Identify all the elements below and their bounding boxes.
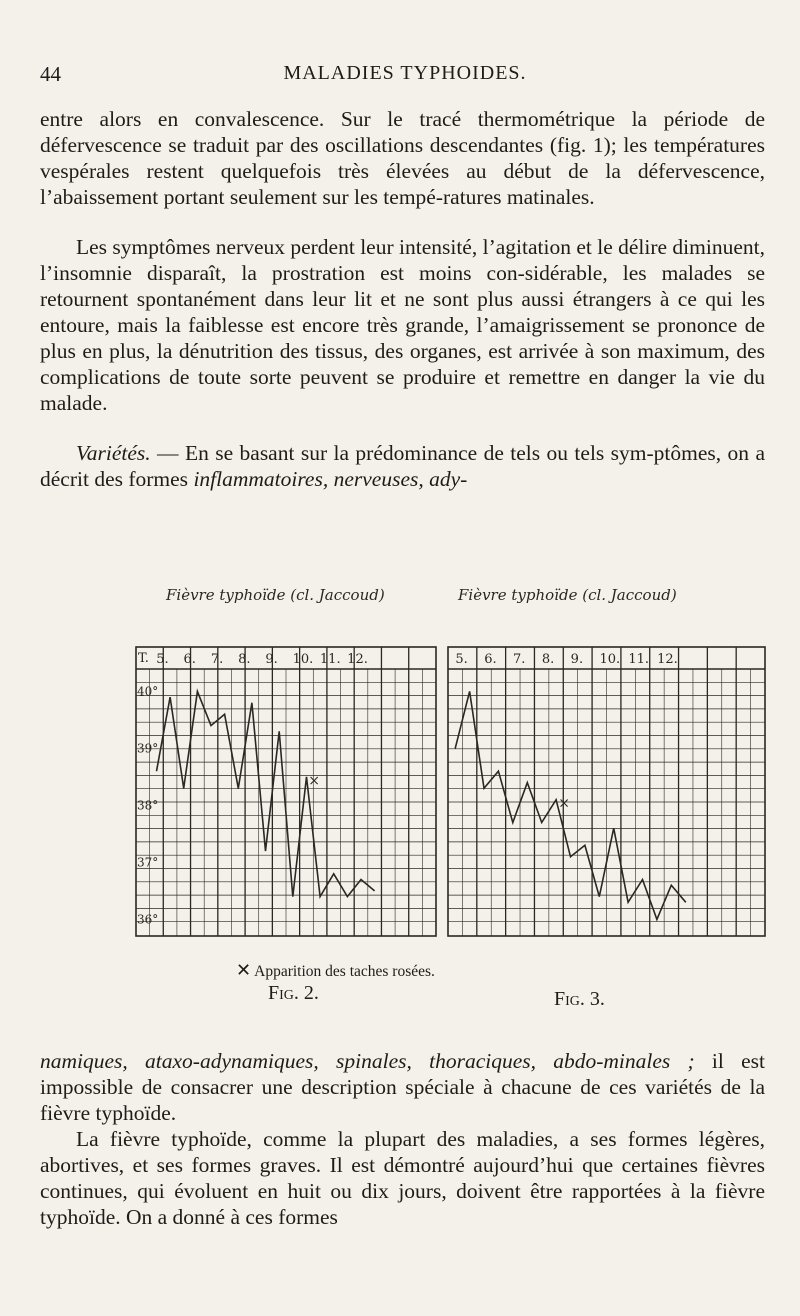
fig2-spots-marker: × [308,772,321,789]
fig3-day-label: 12. [657,652,678,667]
fig-3-chart [448,586,765,936]
fig2-day-label: 9. [265,652,278,667]
fig2-title: Fièvre typhoïde (cl. Jaccoud) [166,586,385,604]
fig-2-label: Fig. 2. [268,982,319,1004]
paragraph-nervous-symptoms: Les symptômes nerveux perdent leur intensité, l’agitation et le délire diminuent, l’insomnie disparaît, la prostration est moins con-sidérable, les malades se retournent spontanément dans leur lit et ne sont plus aussi étrangers à ce qui les entoure, mais la faiblesse est encore très grande, l’amaigrissement se prononce de plus en plus, la dénutrition des tissus, des organes, est arrivée à son maximum, des complications de toute sorte peuvent se produire et remettre en danger la vie du malade. [40,235,765,415]
fig2-t-label: T. [138,651,149,666]
paragraph-forms: namiques, ataxo-adynamiques, spinales, thoraciques, abdo-minales ; il est impossible de consacrer une description spéciale à chacune de ces variétés de la fièvre typhoïde. [40,1049,765,1125]
fig2-temp-label: 38° [137,798,159,813]
paragraph-varieties: Variétés. — En se basant sur la prédominance de tels ou tels sym-ptômes, on a décrit des formes inflammatoires, nerveuses, ady- [40,441,765,491]
fig3-day-label: 11. [628,652,650,667]
fig2-temp-label: 37° [137,855,159,870]
fig3-day-label: 5. [455,652,468,667]
fig2-temp-label: 36° [137,912,159,927]
fig-3-label: Fig. 3. [554,988,605,1010]
fig2-day-label: 10. [292,652,314,667]
varieties-heading: Variétés. [76,441,151,465]
page-number: 44 [40,62,61,86]
fig2-day-label: 8. [238,652,251,667]
legend-caption: ✕ Apparition des taches rosées. [236,960,435,980]
fig2-day-label: 5. [156,652,169,667]
fig2-day-label: 12. [347,652,368,667]
fig3-temperature-curve [455,691,686,919]
fig-2-chart [136,586,436,936]
fig3-day-label: 6. [484,652,497,667]
fig3-day-label: 8. [541,652,555,667]
fig2-day-label: 7. [210,652,224,667]
fig3-day-label: 7. [513,652,526,667]
fig2-day-label: 6. [183,652,196,667]
fig3-day-label: 10. [599,652,621,667]
fig2-temp-label: 39° [137,741,159,756]
paragraph-convalescence: entre alors en convalescence. Sur le tracé thermométrique la période de défervescence se traduit par des oscillations descendantes (fig. 1); les températures vespérales restent quelquefois très élevées au début de la défervescence, l’abaissement portant seulement sur les tempé-ratures matinales. [40,107,765,209]
fig3-spots-marker: × [558,795,571,812]
running-title: MALADIES TYPHOIDES. [283,62,527,84]
fig2-day-label: 11. [319,652,341,667]
fig2-temp-label: 40° [137,684,159,699]
fig3-title: Fièvre typhoïde (cl. Jaccoud) [458,586,677,604]
fig3-day-label: 9. [570,652,584,667]
paragraph-mild-forms: La fièvre typhoïde, comme la plupart des maladies, a ses formes légères, abortives, et ses formes graves. Il est démontré aujourd’hui que certaines fièvres continues, qui évoluent en huit ou dix jours, doivent être rapportées à la fièvre typhoïde. On a donné à ces formes [40,1127,765,1229]
